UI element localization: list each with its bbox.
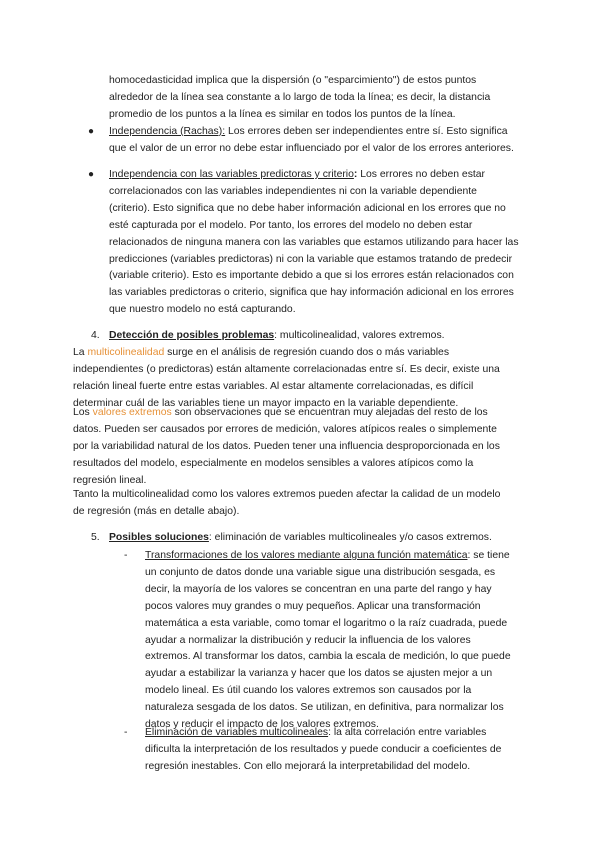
section-5-subtitle: : eliminación de variables multicolineales y/o casos extremos. <box>208 532 492 543</box>
independence-text: Los errores deben ser independientes entre sí. Esto significa que el valor de un error no debe estar influenciado por el valor de los errores anteriores. <box>109 126 514 154</box>
dash-bullet-icon: - <box>124 727 128 738</box>
section-4-subtitle: : multicolinealidad, valores extremos. <box>274 330 445 341</box>
predictors-title: Independencia con las variables predictoras y criterio <box>109 169 354 180</box>
bullet-dot-icon: ● <box>88 126 95 137</box>
outliers-term: valores extremos <box>92 407 172 418</box>
bullet-dot-icon: ● <box>88 169 95 180</box>
multicollinearity-paragraph: La multicolinealidad surge en el análisis de regresión cuando dos o más variables independientes (o predictoras) están altamente correlacionadas entre sí. Es decir, existe una relación lineal fuerte entre estas variables. Al estar altamente correlacionadas, es difícil determinar cuál de las variables tiene un mayor impacto en la variable dependiente. <box>73 347 500 409</box>
multicollinearity-term: multicolinealidad <box>87 347 165 358</box>
predictors-text: Los errores no deben estar correlacionados con las variables independientes ni con la variable dependiente (criterio). Esto significa que no debe haber información adicional en los errores que no esté capturada por el modelo. Por tanto, los errores del modelo no deben estar relacionados de ninguna manera con las variables que estamos utilizando para hacer las predicciones (variables predictoras) ni con la variable que estamos tratando de predecir (variable criterio). Esto es importante debido a que si los errores están relacionados con las variables predictoras o criterio, significa que hay información adicional en los errores que nuestro modelo no está capturando. <box>109 169 519 316</box>
elimination-text: : la alta correlación entre variables dificulta la interpretación de los resultados y puede conducir a coeficientes de regresión inestables. Con ello mejorará la interpretabilidad del modelo. <box>145 727 502 772</box>
transformations-title: Transformaciones de los valores mediante alguna función matemática <box>145 550 468 561</box>
section-4-heading <box>91 328 529 345</box>
both-affect-paragraph: Tanto la multicolinealidad como los valores extremos pueden afectar la calidad de un modelo de regresión (más en detalle abajo). <box>73 489 501 517</box>
elimination-title: Eliminación de variables multicolineales <box>145 727 329 738</box>
independence-title: Independencia (Rachas): <box>109 126 226 137</box>
bullet-independence <box>88 124 519 158</box>
dash-bullet-icon: - <box>124 550 128 561</box>
transformations-text: : se tiene un conjunto de datos donde una variable sigue una distribución sesgada, es decir, la mayoría de los valores se concentran en una parte del rango y hay pocos valores muy grandes o muy pequeños. Aplicar una transformación matemática a esta variable, como tomar el logaritmo o la raíz cuadrada, puede ayudar a normalizar la distribución y reducir la influencia de los valores extremos. Al transformar los datos, cambia la escala de medición, lo que puede ayudar a estabilizar la varianza y hacer que los datos se ajusten mejor a un modelo lineal. Es útil cuando los valores extremos son causados por la naturaleza sesgada de los datos. Se utilizan, en definitiva, para normalizar los datos y reducir el impacto de los valores extremos. <box>145 550 511 731</box>
homoscedasticity-continuation: homocedasticidad implica que la dispersión (o "esparcimiento") de estos puntos alrededor de la línea sea constante a lo largo de toda la línea; es decir, la distancia promedio de los puntos a la línea es similar en todos los puntos de la línea. <box>109 75 491 120</box>
section-5-heading <box>91 530 529 547</box>
section-4-title: Detección de posibles problemas <box>109 330 275 341</box>
section-5-number: 5. <box>91 532 100 543</box>
dash-item-transformations <box>124 548 519 734</box>
outliers-paragraph: Los valores extremos son observaciones que se encuentran muy alejadas del resto de los datos. Pueden ser causados por errores de medición, valores atípicos reales o simplemente por la variabilidad natural de los datos. Pueden tener una influencia desproporcionada en los resultados del modelo, especialmente en modelos sensibles a valores atípicos como la regresión lineal. <box>73 407 500 486</box>
section-4-number: 4. <box>91 330 100 341</box>
predictors-colon: : <box>353 169 358 180</box>
bullet-predictors <box>88 167 519 319</box>
dash-item-elimination <box>124 725 519 776</box>
section-5-title: Posibles soluciones <box>109 532 209 543</box>
